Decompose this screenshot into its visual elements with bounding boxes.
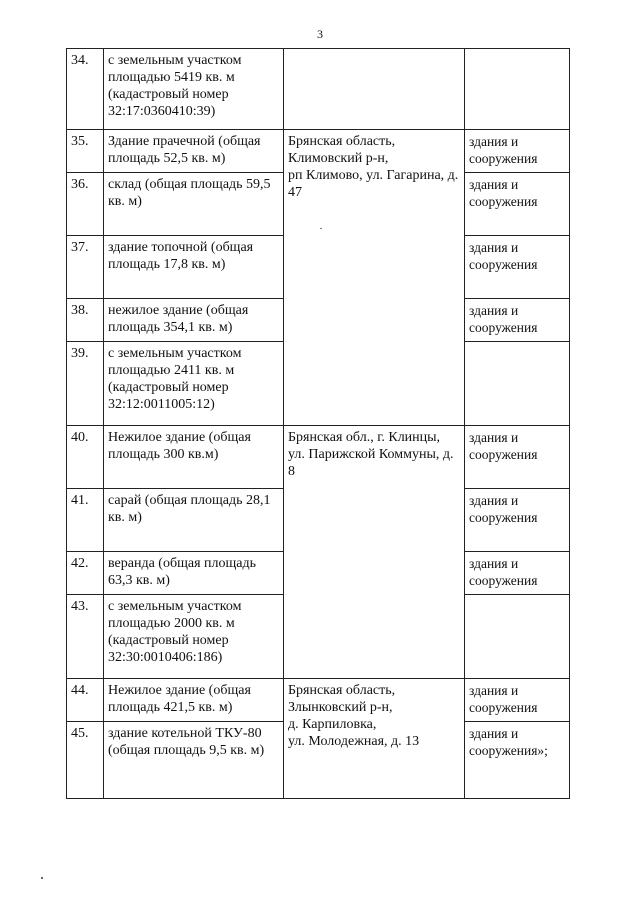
scan-artifact-dot <box>41 877 43 879</box>
row-number: 41. <box>67 489 104 552</box>
row-number: 44. <box>67 679 104 722</box>
row-number: 35. <box>67 130 104 173</box>
row-number: 38. <box>67 299 104 342</box>
object-description: с земельным участком площадью 5419 кв. м (кадастровый номер 32:17:0360410:39) <box>104 49 284 130</box>
object-type: здания и сооружения <box>465 299 570 342</box>
property-table <box>66 48 570 799</box>
row-number: 45. <box>67 722 104 799</box>
row-number: 40. <box>67 426 104 489</box>
table-row <box>67 679 570 722</box>
object-type: здания и сооружения <box>465 679 570 722</box>
row-number: 37. <box>67 236 104 299</box>
object-description: здание топочной (общая площадь 17,8 кв. м) <box>104 236 284 299</box>
object-type <box>465 595 570 679</box>
row-number: 43. <box>67 595 104 679</box>
object-type <box>465 342 570 426</box>
row-number: 42. <box>67 552 104 595</box>
object-type <box>465 49 570 130</box>
table-row <box>67 49 570 130</box>
object-type: здания и сооружения»; <box>465 722 570 799</box>
object-type: здания и сооружения <box>465 489 570 552</box>
object-type: здания и сооружения <box>465 173 570 236</box>
object-address: Брянская обл., г. Клинцы, ул. Парижской Коммуны, д. 8 <box>284 426 465 679</box>
object-description: с земельным участком площадью 2411 кв. м (кадастровый номер 32:12:0011005:12) <box>104 342 284 426</box>
object-description: Нежилое здание (общая площадь 300 кв.м) <box>104 426 284 489</box>
object-description: нежилое здание (общая площадь 354,1 кв. м) <box>104 299 284 342</box>
table-row <box>67 130 570 173</box>
object-description: Здание прачечной (общая площадь 52,5 кв. м) <box>104 130 284 173</box>
row-number: 36. <box>67 173 104 236</box>
page-number: 3 <box>317 27 323 41</box>
object-type: здания и сооружения <box>465 552 570 595</box>
object-description: склад (общая площадь 59,5 кв. м) <box>104 173 284 236</box>
object-description: веранда (общая площадь 63,3 кв. м) <box>104 552 284 595</box>
object-description: здание котельной ТКУ-80 (общая площадь 9,5 кв. м) <box>104 722 284 799</box>
object-address: Брянская область, Злынковский р-н, д. Карпиловка, ул. Молодежная, д. 13 <box>284 679 465 799</box>
row-number: 34. <box>67 49 104 130</box>
object-type: здания и сооружения <box>465 236 570 299</box>
object-description: с земельным участком площадью 2000 кв. м (кадастровый номер 32:30:0010406:186) <box>104 595 284 679</box>
object-type: здания и сооружения <box>465 426 570 489</box>
table-row <box>67 426 570 489</box>
row-number: 39. <box>67 342 104 426</box>
object-description: Нежилое здание (общая площадь 421,5 кв. м) <box>104 679 284 722</box>
scan-artifact-mark <box>320 228 322 229</box>
object-description: сарай (общая площадь 28,1 кв. м) <box>104 489 284 552</box>
object-address <box>284 49 465 130</box>
object-address: Брянская область, Климовский р-н, рп Климово, ул. Гагарина, д. 47 <box>284 130 465 426</box>
object-type: здания и сооружения <box>465 130 570 173</box>
